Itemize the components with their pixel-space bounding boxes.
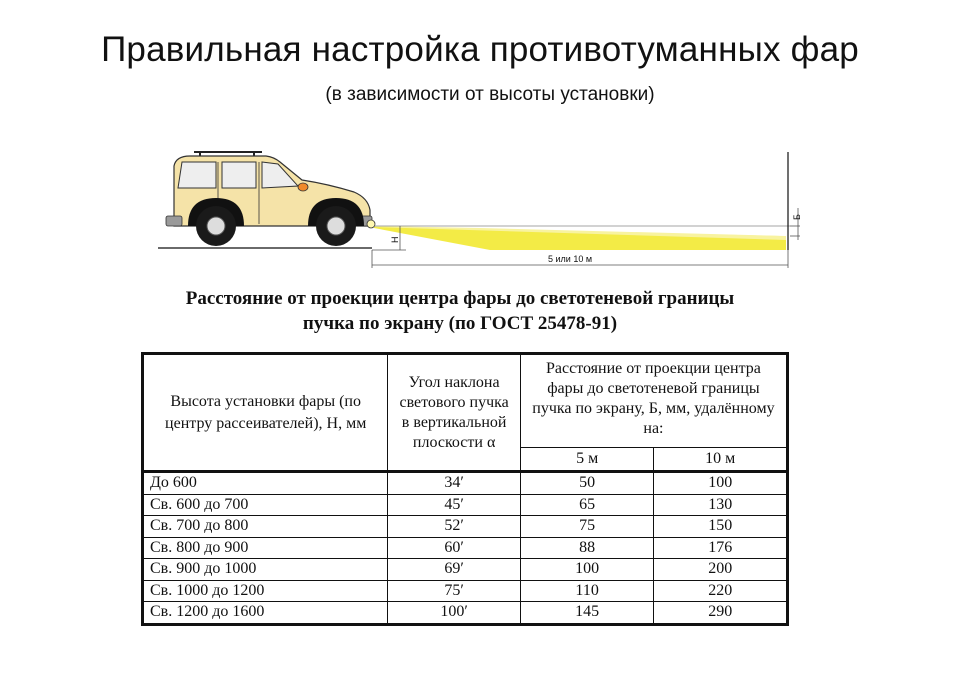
label-b: Б	[792, 214, 802, 220]
cell-angle: 100′	[388, 602, 520, 625]
cell-10m: 100	[654, 472, 788, 495]
header-5m: 5 м	[520, 448, 654, 472]
cell-10m: 176	[654, 537, 788, 559]
cell-10m: 220	[654, 580, 788, 602]
cell-angle: 52′	[388, 516, 520, 538]
cell-10m: 290	[654, 602, 788, 625]
cell-height: Св. 600 до 700	[143, 494, 388, 516]
table-caption	[130, 286, 790, 336]
cell-angle: 34′	[388, 472, 520, 495]
cell-10m: 150	[654, 516, 788, 538]
table-row	[143, 537, 788, 559]
cell-5m: 50	[520, 472, 654, 495]
table-row	[143, 472, 788, 495]
cell-height: Св. 700 до 800	[143, 516, 388, 538]
cell-angle: 45′	[388, 494, 520, 516]
cell-5m: 145	[520, 602, 654, 625]
header-10m: 10 м	[654, 448, 788, 472]
cell-angle: 75′	[388, 580, 520, 602]
cell-angle: 60′	[388, 537, 520, 559]
cell-5m: 75	[520, 516, 654, 538]
cell-10m: 130	[654, 494, 788, 516]
table-row	[143, 580, 788, 602]
caption-line-2: пучка по экрану (по ГОСТ 25478-91)	[302, 313, 618, 334]
cell-height: Св. 800 до 900	[143, 537, 388, 559]
header-angle: Угол наклона светового пучка в вертикальной плоскости α	[388, 354, 520, 472]
gost-table	[141, 352, 789, 626]
page-subtitle: (в зависимости от высоты установки)	[325, 84, 655, 105]
page-title: Правильная настройка противотуманных фар	[101, 30, 859, 69]
caption-line-1: Расстояние от проекции центра фары до светотеневой границы	[185, 288, 735, 309]
cell-5m: 65	[520, 494, 654, 516]
table-row	[143, 516, 788, 538]
header-distance: Расстояние от проекции центра фары до светотеневой границы пучка по экрану, Б, мм, удалённому на:	[520, 354, 787, 448]
label-distance: 5 или 10 м	[548, 254, 593, 264]
cell-height: Св. 1000 до 1200	[143, 580, 388, 602]
car-icon	[166, 152, 375, 246]
table-row	[143, 602, 788, 625]
cell-height: До 600	[143, 472, 388, 495]
cell-height: Св. 900 до 1000	[143, 559, 388, 581]
fog-light-diagram	[150, 140, 810, 275]
header-height: Высота установки фары (по центру рассеивателей), Н, мм	[143, 354, 388, 472]
table-row	[143, 559, 788, 581]
table-row	[143, 494, 788, 516]
label-h: Н	[390, 236, 400, 243]
cell-angle: 69′	[388, 559, 520, 581]
cell-5m: 110	[520, 580, 654, 602]
cell-height: Св. 1200 до 1600	[143, 602, 388, 625]
cell-10m: 200	[654, 559, 788, 581]
cell-5m: 88	[520, 537, 654, 559]
cell-5m: 100	[520, 559, 654, 581]
